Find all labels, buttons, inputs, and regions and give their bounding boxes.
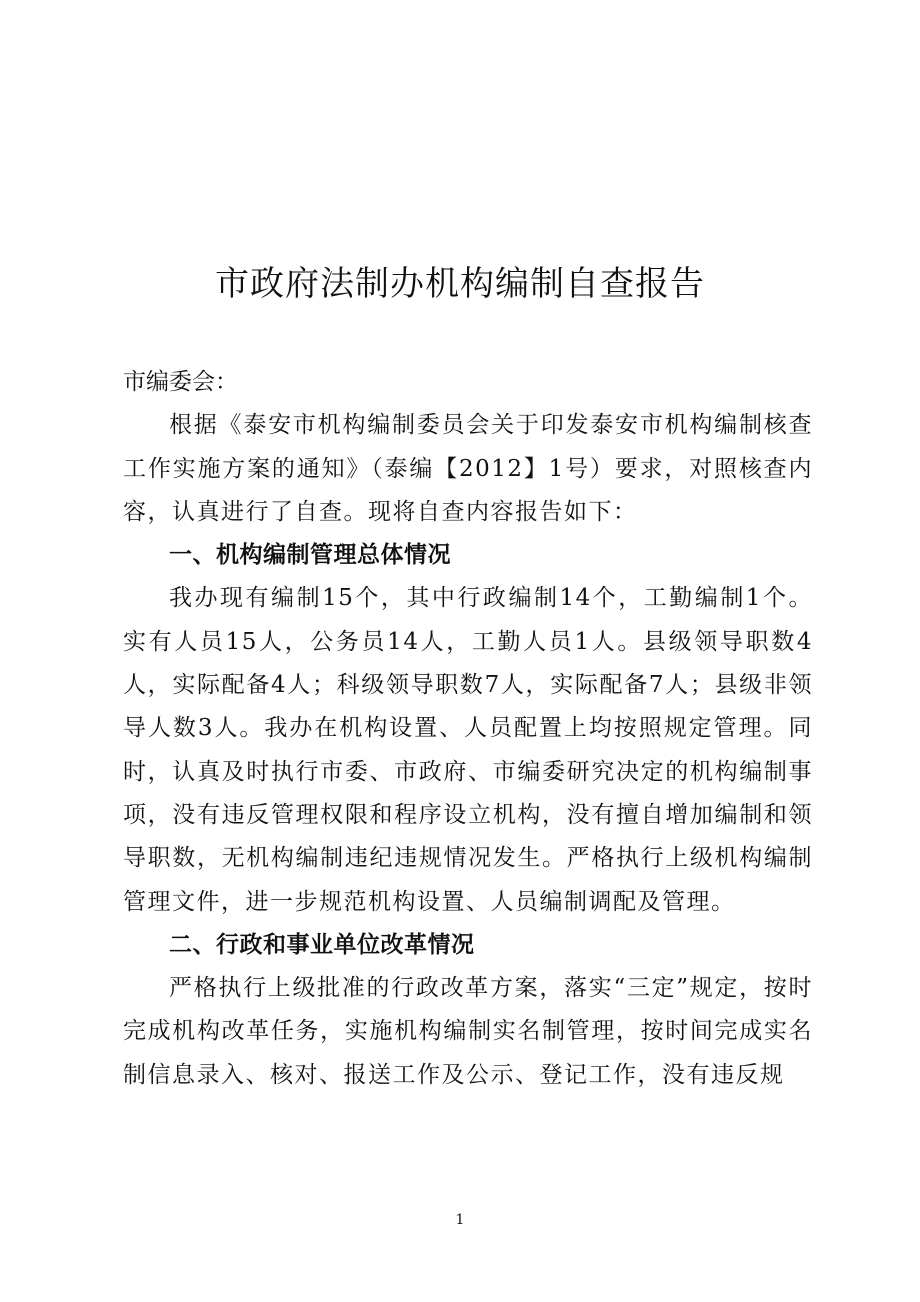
document-title: 市政府法制办机构编制自查报告 xyxy=(215,264,705,304)
page-number: 1 xyxy=(455,1212,465,1228)
section-heading-2: 二、行政和事业单位改革情况 xyxy=(169,931,475,958)
section-paragraph-1: 我办现有编制15个，其中行政编制14个，工勤编制1个。实有人员15人，公务员14人，工勤人员1人。县级领导职数4人，实际配备4人；科级领导职数7人，实际配备7人；县级非领导人数3人。我办在机构设置、人员配置上均按照规定管理。同时，认真及时执行市委、市政府、市编委研究决定的机构编制事项，没有违反管理权限和程序设立机构，没有擅自增加编制和领导职数，无机构编制违纪违规情况发生。严格执行上级机构编制管理文件，进一步规范机构设置、人员编制调配及管理。 xyxy=(123,585,813,915)
document-body xyxy=(123,361,813,1097)
section-heading-1: 一、机构编制管理总体情况 xyxy=(169,542,451,569)
salutation: 市编委会： xyxy=(123,369,238,395)
intro-paragraph: 根据《泰安市机构编制委员会关于印发泰安市机构编制核查工作实施方案的通知》（泰编【2012】1号）要求，对照核查内容，认真进行了自查。现将自查内容报告如下： xyxy=(123,412,813,525)
section-paragraph-2: 严格执行上级批准的行政改革方案，落实“三定”规定，按时完成机构改革任务，实施机构编制实名制管理，按时间完成实名制信息录入、核对、报送工作及公示、登记工作，没有违反规 xyxy=(123,975,813,1088)
